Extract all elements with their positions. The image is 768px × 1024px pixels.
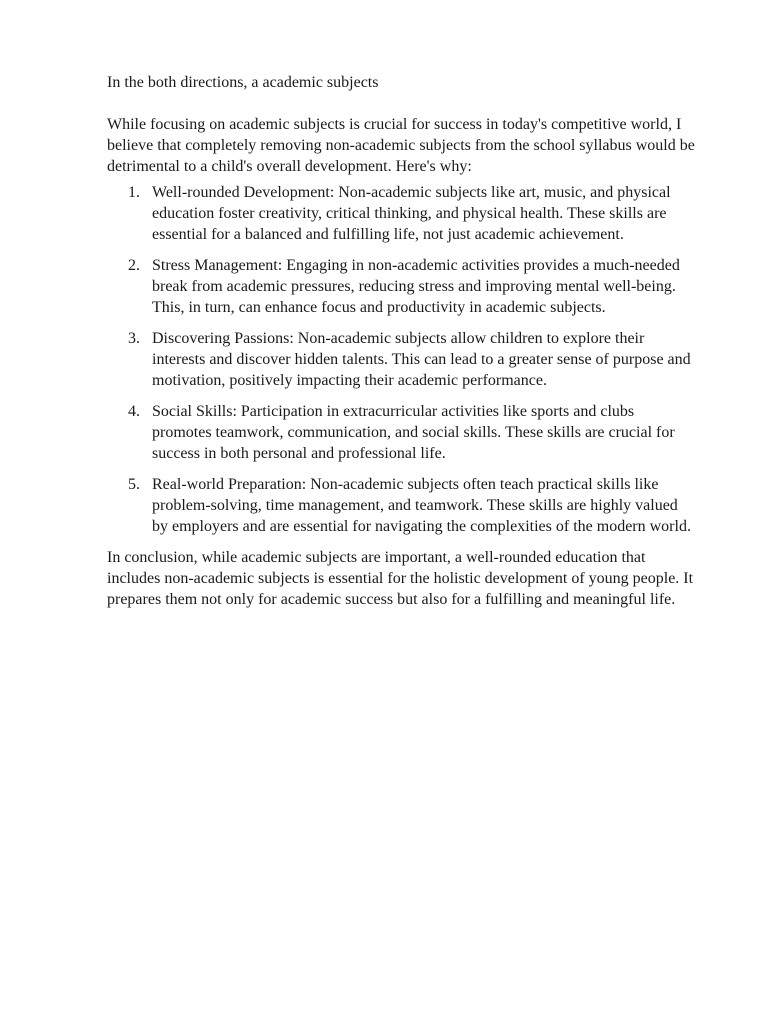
list-item	[107, 401, 697, 464]
list-item	[107, 474, 697, 537]
list-item	[107, 182, 697, 245]
list-item-text: Social Skills: Participation in extracurricular activities like sports and clubs promotes teamwork, communication, and social skills. These skills are crucial for success in both personal and professional life.	[152, 403, 675, 462]
document-page	[107, 72, 697, 610]
list-item-number: 3.	[128, 330, 140, 347]
list-item-text: Stress Management: Engaging in non-academic activities provides a much-needed break from academic pressures, reducing stress and improving mental well-being. This, in turn, can enhance focus and productivity in academic subjects.	[152, 257, 680, 316]
list-item-text: Discovering Passions: Non-academic subjects allow children to explore their interests and discover hidden talents. This can lead to a greater sense of purpose and motivation, positively impacting their academic performance.	[152, 330, 691, 389]
list-item-text: Well-rounded Development: Non-academic subjects like art, music, and physical education foster creativity, critical thinking, and physical health. These skills are essential for a balanced and fulfilling life, not just academic achievement.	[152, 184, 671, 243]
document-title: In the both directions, a academic subjects	[107, 74, 379, 91]
list-item-text: Real-world Preparation: Non-academic subjects often teach practical skills like problem-solving, time management, and teamwork. These skills are highly valued by employers and are essential for navigating the complexities of the modern world.	[152, 476, 691, 535]
reasons-list	[107, 182, 697, 537]
conclusion-paragraph: In conclusion, while academic subjects are important, a well-rounded education that includes non-academic subjects is essential for the holistic development of young people. It prepares them not only for academic success but also for a fulfilling and meaningful life.	[107, 549, 694, 608]
list-item	[107, 328, 697, 391]
list-item-number: 5.	[128, 476, 140, 493]
list-item	[107, 255, 697, 318]
list-item-number: 4.	[128, 403, 140, 420]
intro-paragraph: While focusing on academic subjects is crucial for success in today's competitive world, I believe that completely removing non-academic subjects from the school syllabus would be detrimental to a child's overall development. Here's why:	[107, 116, 695, 175]
list-item-number: 2.	[128, 257, 140, 274]
list-item-number: 1.	[128, 184, 140, 201]
